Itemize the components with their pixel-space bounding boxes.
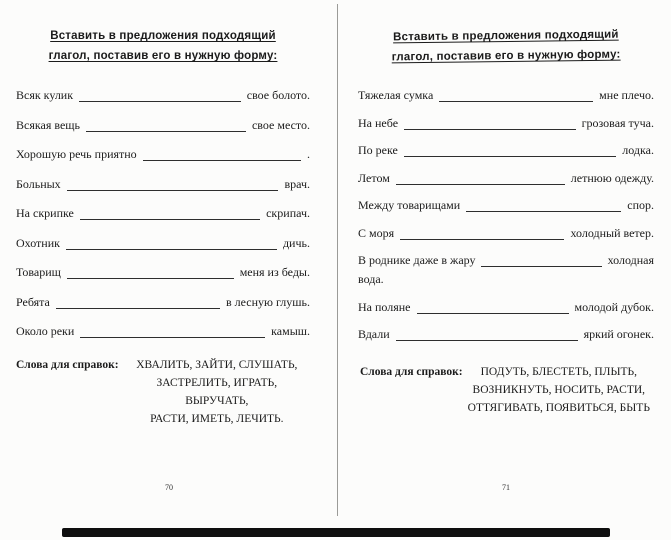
sentence-after: мне плечо. (599, 88, 654, 103)
sentence-before: Больных (16, 176, 61, 191)
blank-line (56, 308, 220, 309)
sentence-after: дичь. (282, 235, 310, 250)
sentence-row (358, 327, 654, 342)
blank-line (67, 278, 234, 279)
sentence-after: в лесную глушь. (225, 294, 310, 309)
sentence-row (16, 324, 310, 339)
blank-line (439, 101, 593, 102)
sentence-after: свое место. (251, 117, 310, 132)
sentence-before: Летом (358, 170, 390, 185)
word-bank-words (124, 357, 310, 428)
sentence-before: Около реки (16, 324, 75, 339)
blank-line (417, 313, 569, 314)
sentence-before: С моря (358, 225, 395, 240)
sentence-after: скрипач. (266, 206, 310, 221)
sentence-before: На поляне (358, 299, 411, 314)
sentence-before: Товарищ (16, 265, 61, 280)
blank-line (66, 249, 277, 250)
page-number: 70 (165, 483, 173, 492)
blank-line (396, 184, 565, 185)
sentence-after: яркий огонек. (583, 327, 654, 342)
word-bank-line: ОТТЯГИВАТЬ, ПОЯВИТЬСЯ, БЫТЬ (467, 401, 650, 414)
blank-line (400, 239, 564, 240)
sentence-after: спор. (627, 198, 654, 213)
blank-line (80, 337, 265, 338)
blank-line (404, 156, 616, 157)
sentence-before: По реке (358, 143, 398, 158)
sentence-before: Всякая вещь (16, 117, 80, 132)
left-page (4, 0, 334, 520)
sentence-row (16, 206, 310, 221)
title-line-1: Вставить в предложения подходящий (392, 28, 619, 44)
word-bank-line: ВОЗНИКНУТЬ, НОСИТЬ, РАСТИ, (472, 384, 646, 397)
sentence-row (16, 147, 310, 162)
sentence-row (16, 265, 310, 280)
blank-line (404, 129, 576, 130)
sentence-row (358, 116, 654, 131)
word-bank-line: ПОДУТЬ, БЛЕСТЕТЬ, ПЛЫТЬ, (480, 366, 637, 379)
blank-line (143, 160, 301, 161)
sentence-after: меня из беды. (239, 265, 310, 280)
sentence-row (16, 88, 310, 103)
sentence-before: Тяжелая сумка (358, 88, 434, 103)
sentence-before: На небе (358, 115, 399, 130)
blank-line (67, 190, 279, 191)
sentence-row (358, 88, 654, 103)
word-bank-words (468, 364, 650, 417)
sentence-line (358, 253, 654, 268)
sentence-after: холодный ветер. (570, 225, 654, 240)
title-line-2: глагол, поставив его в нужную форму: (48, 50, 278, 63)
sentence-after: камыш. (271, 324, 310, 339)
sentence-row (16, 118, 310, 133)
word-bank-line: РАСТИ, ИМЕТЬ, ЛЕЧИТЬ. (150, 412, 284, 425)
word-bank (358, 364, 654, 417)
left-page-title (16, 26, 310, 66)
sentence-before: Вдали (358, 327, 390, 342)
sentence-row (16, 295, 310, 310)
sentence-row (16, 177, 310, 192)
word-bank-label: Слова для справок: (16, 359, 119, 372)
sentence-row (358, 143, 654, 158)
sentence-before: В роднике даже в жару (358, 253, 476, 268)
blank-line (80, 219, 260, 220)
sentence-row (16, 236, 310, 251)
title-line-1: Вставить в предложения подходящий (50, 30, 276, 42)
sentence-before: Между товарищами (358, 198, 461, 213)
sentence-row (358, 300, 654, 315)
sentence-after: врач. (284, 176, 310, 191)
blank-line (86, 131, 246, 132)
sentence-wrap: вода. (358, 272, 384, 287)
sentence-row (358, 226, 654, 241)
sentence-after: холодная (607, 253, 654, 268)
sentence-after: . (307, 147, 310, 162)
blank-line (481, 266, 601, 267)
sentence-before: Хорошую речь приятно (16, 147, 137, 162)
sentence-row (358, 253, 654, 287)
right-page (344, 0, 668, 520)
sentence-after: молодой дубок. (574, 299, 654, 314)
sentence-before: Охотник (16, 235, 60, 250)
right-page-title (358, 24, 654, 68)
sentence-row (358, 198, 654, 213)
sentence-before: Ребята (16, 294, 50, 309)
word-bank (16, 357, 310, 428)
blank-line (396, 340, 578, 341)
sentence-before: На скрипке (16, 206, 74, 221)
sentence-after: свое болото. (246, 88, 310, 103)
blank-line (79, 101, 241, 102)
book-edge-shadow (62, 528, 610, 537)
word-bank-line: ХВАЛИТЬ, ЗАЙТИ, СЛУШАТЬ, (136, 359, 298, 372)
sentence-after: грозовая туча. (581, 115, 654, 130)
sentence-row (358, 171, 654, 186)
sentence-before: Всяк кулик (16, 88, 74, 103)
page-number: 71 (502, 483, 510, 492)
blank-line (466, 211, 621, 212)
word-bank-label: Слова для справок: (360, 366, 463, 379)
title-line-2: глагол, поставив его в нужную форму: (391, 48, 621, 64)
page-gutter-divider (337, 4, 338, 516)
word-bank-line: ЗАСТРЕЛИТЬ, ИГРАТЬ, ВЫРУЧАТЬ, (156, 377, 278, 407)
sentence-after: лодка. (622, 143, 654, 158)
sentence-after: летнюю одежду. (570, 170, 654, 185)
